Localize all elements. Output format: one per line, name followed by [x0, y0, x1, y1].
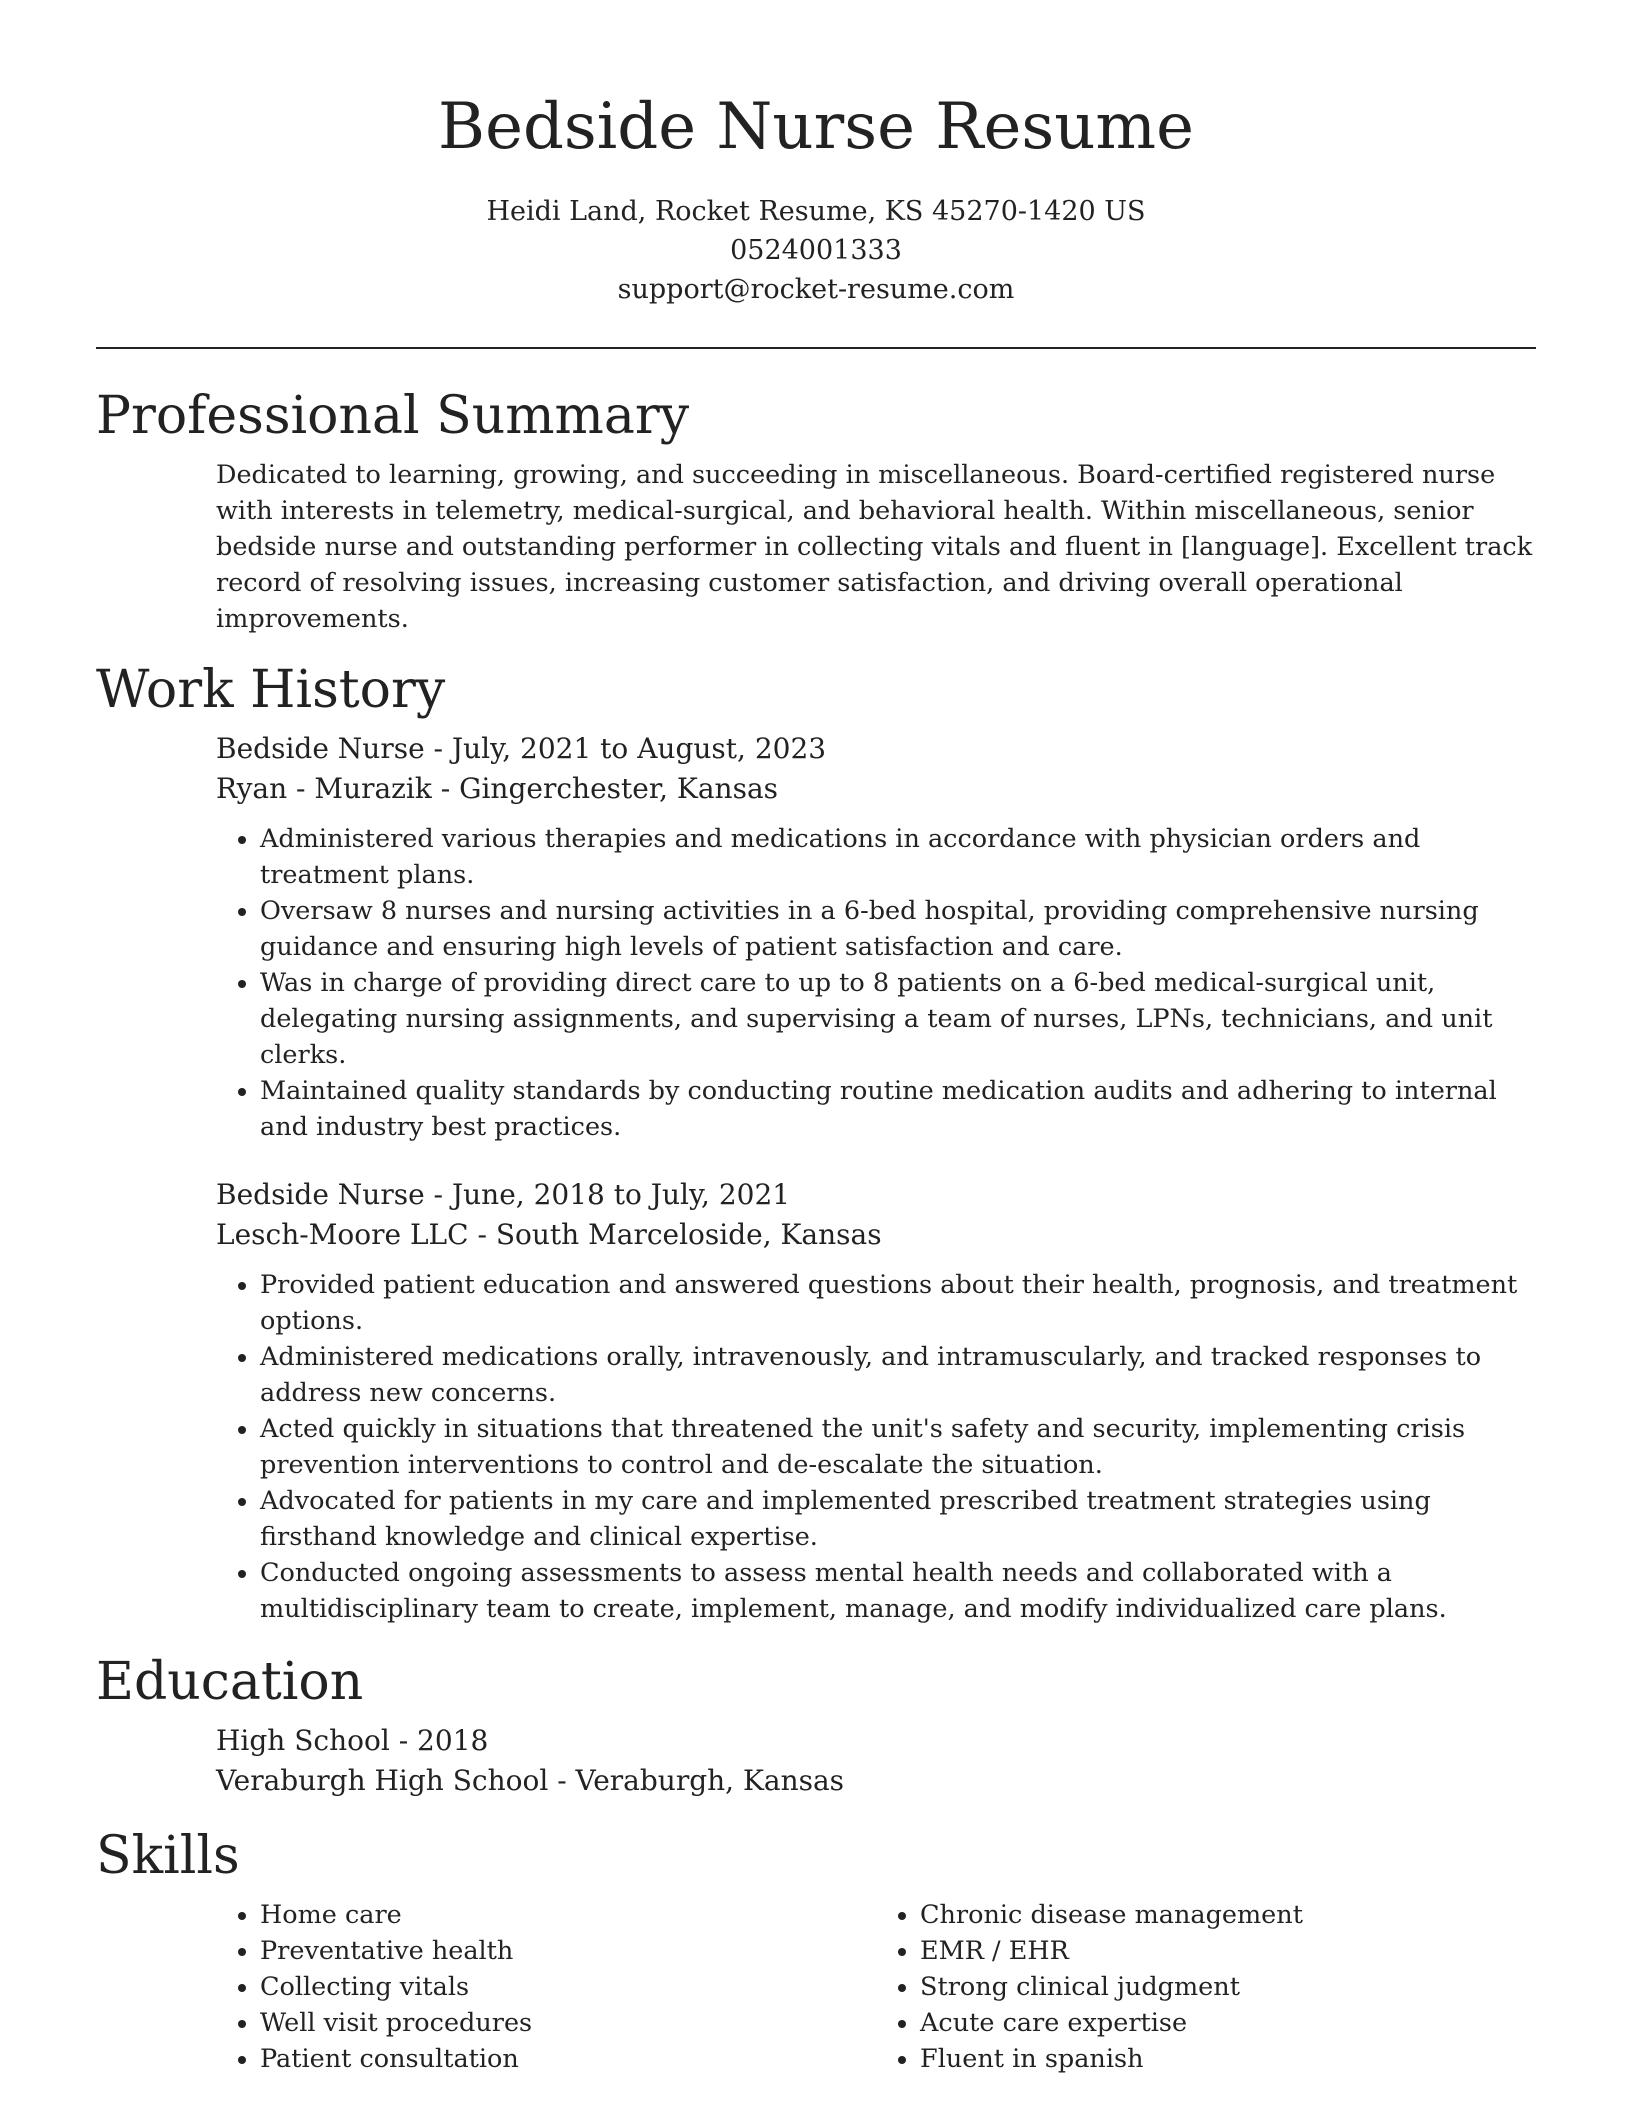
- skills-list: [216, 1897, 1536, 2077]
- job-title-line: Bedside Nurse - July, 2021 to August, 2023: [216, 732, 827, 765]
- education-degree-line: High School - 2018: [216, 1724, 489, 1757]
- work-history-heading: Work History: [96, 660, 446, 720]
- header-divider: [96, 347, 1536, 349]
- job-entry: [216, 1175, 1536, 1627]
- skills-column-right: [876, 1897, 1536, 2077]
- job-bullet: • Oversaw 8 nurses and nursing activities in a 6-bed hospital, providing comprehensive nursing guidance and ensuring high levels of patient satisfaction and care.: [260, 893, 1536, 965]
- job-bullet: • Was in charge of providing direct care to up to 8 patients on a 6-bed medical-surgical unit, delegating nursing assignments, and supervising a team of nurses, LPNs, technicians, and unit clerks.: [260, 965, 1536, 1073]
- contact-address: Heidi Land, Rocket Resume, KS 45270-1420 US: [486, 196, 1146, 227]
- skill-item: • Well visit procedures: [260, 2005, 876, 2041]
- job-bullet: • Administered various therapies and medications in accordance with physician orders and treatment plans.: [260, 821, 1536, 893]
- education-school-line: Veraburgh High School - Veraburgh, Kansas: [216, 1764, 845, 1797]
- summary-text: Dedicated to learning, growing, and succeeding in miscellaneous. Board-certified registered nurse with interests in telemetry, medical-surgical, and behavioral health. Within miscellaneous, senior bedside nurse and outstanding performer in collecting vitals and fluent in [language]. Excellent track record of resolving issues, increasing customer satisfaction, and driving overall operational improvements.: [216, 460, 1533, 634]
- skill-item: • EMR / EHR: [920, 1933, 1536, 1969]
- contact-email: support@rocket-resume.com: [617, 274, 1015, 305]
- resume-title: Bedside Nurse Resume: [438, 90, 1194, 164]
- skill-item: • Chronic disease management: [920, 1897, 1536, 1933]
- job-bullet: • Conducted ongoing assessments to assess mental health needs and collaborated with a multidisciplinary team to create, implement, manage, and modify individualized care plans.: [260, 1555, 1536, 1627]
- job-employer-line: Ryan - Murazik - Gingerchester, Kansas: [216, 772, 779, 805]
- skill-item: • Collecting vitals: [260, 1969, 876, 2005]
- job-title-line: Bedside Nurse - June, 2018 to July, 2021: [216, 1178, 791, 1211]
- skill-item: • Strong clinical judgment: [920, 1969, 1536, 2005]
- job-bullet: • Advocated for patients in my care and implemented prescribed treatment strategies using firsthand knowledge and clinical expertise.: [260, 1483, 1536, 1555]
- education-entry: [216, 1721, 1536, 1801]
- education-heading: Education: [96, 1652, 364, 1712]
- skill-item: • Home care: [260, 1897, 876, 1933]
- contact-block: [96, 192, 1536, 309]
- skill-item: • Preventative health: [260, 1933, 876, 1969]
- resume-page: [96, 0, 1536, 2077]
- skill-item: • Acute care expertise: [920, 2005, 1536, 2041]
- job-bullet: • Provided patient education and answered questions about their health, prognosis, and treatment options.: [260, 1267, 1536, 1339]
- summary-section: [216, 457, 1536, 637]
- skill-item: • Patient consultation: [260, 2041, 876, 2077]
- skills-column-left: [216, 1897, 876, 2077]
- resume-header: [96, 0, 1536, 309]
- job-bullet: • Maintained quality standards by conducting routine medication audits and adhering to internal and industry best practices.: [260, 1073, 1536, 1145]
- summary-heading: Professional Summary: [96, 386, 690, 446]
- job-bullets: [216, 821, 1536, 1145]
- skills-heading: Skills: [96, 1826, 240, 1886]
- skill-item: • Fluent in spanish: [920, 2041, 1536, 2077]
- job-employer-line: Lesch-Moore LLC - South Marceloside, Kansas: [216, 1218, 882, 1251]
- job-entry: [216, 729, 1536, 1145]
- contact-phone: 0524001333: [730, 235, 902, 266]
- job-bullet: • Administered medications orally, intravenously, and intramuscularly, and tracked responses to address new concerns.: [260, 1339, 1536, 1411]
- job-bullets: [216, 1267, 1536, 1627]
- job-bullet: • Acted quickly in situations that threatened the unit's safety and security, implementing crisis prevention interventions to control and de-escalate the situation.: [260, 1411, 1536, 1483]
